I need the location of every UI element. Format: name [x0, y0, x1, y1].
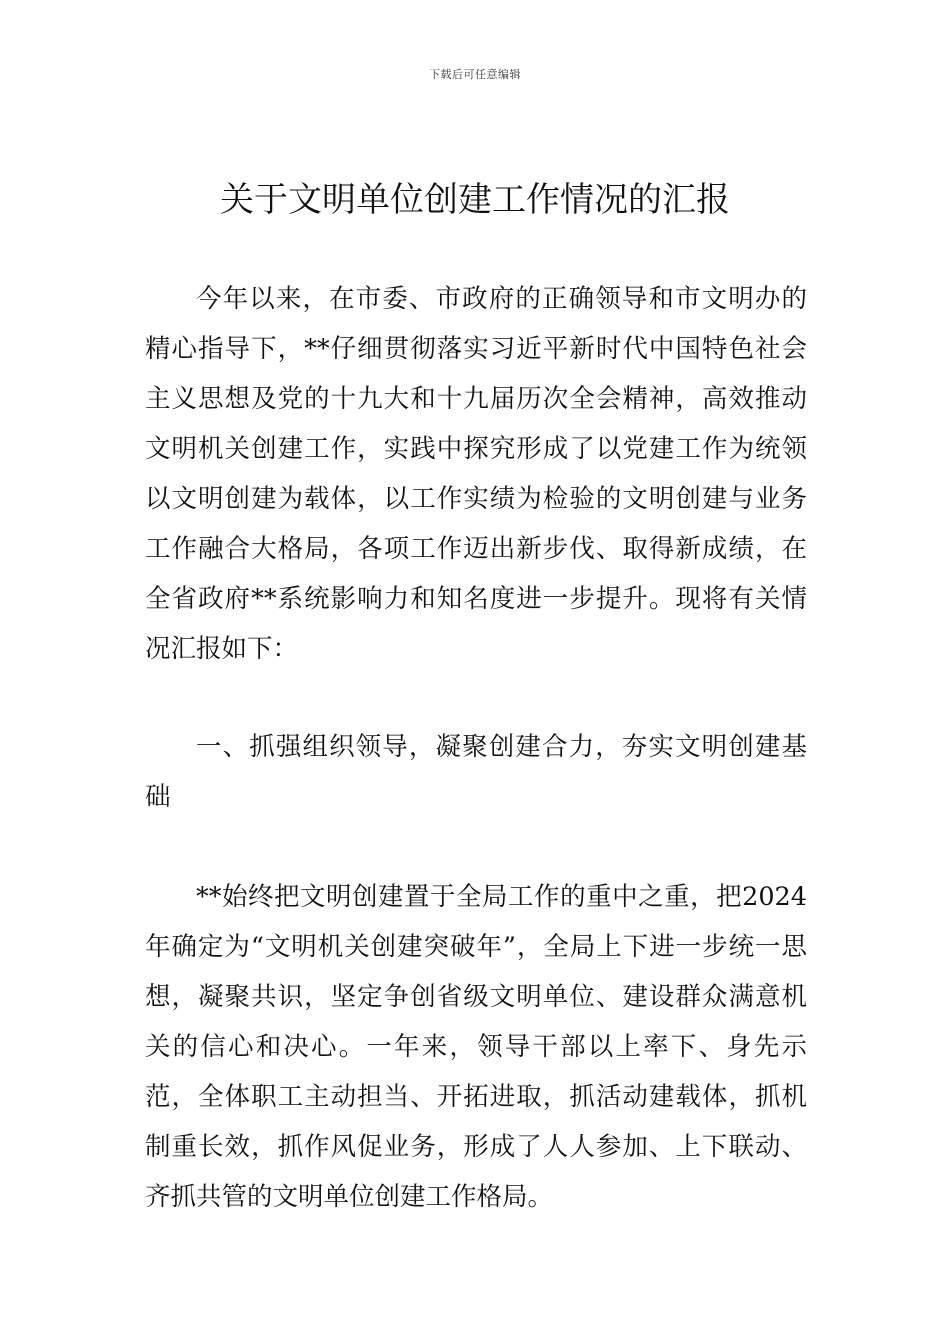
document-title: 关于文明单位创建工作情况的汇报 — [220, 180, 730, 220]
section-1-paragraph: **始终把文明创建置于全局工作的重中之重，把2024年确定为“文明机关创建突破年”，全局上下进一步统一思想，凝聚共识，坚定争创省级文明单位、建设群众满意机关的信心和决心。一年来，领导干部以上率下、身先示范，全体职工主动担当、开拓进取，抓活动建载体，抓机制重长效，抓作风促业务，形成了人人参加、上下联动、齐抓共管的文明单位创建工作格局。 — [145, 882, 807, 1212]
header-note: 下载后可任意编辑 — [429, 68, 521, 81]
intro-paragraph: 今年以来，在市委、市政府的正确领导和市文明办的精心指导下，**仔细贯彻落实习近平新时代中国特色社会主义思想及党的十九大和十九届历次全会精神，高效推动文明机关创建工作，实践中探究形成了以党建工作为统领以文明创建为载体，以工作实绩为检验的文明创建与业务工作融合大格局，各项工作迈出新步伐、取得新成绩，在全省政府**系统影响力和知名度进一步提升。现将有关情况汇报如下： — [145, 284, 807, 664]
section-heading-1: 一、抓强组织领导，凝聚创建合力，夯实文明创建基础 — [145, 732, 807, 812]
